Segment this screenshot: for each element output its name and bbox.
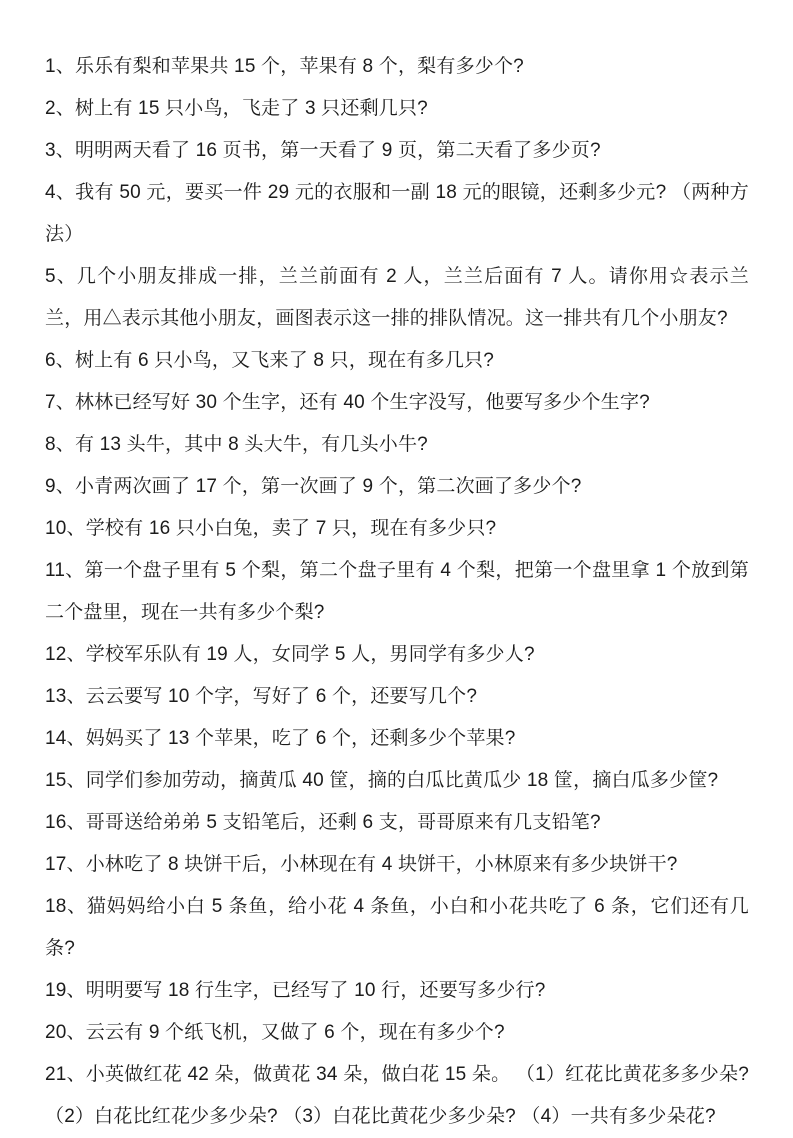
problem-2: 2、树上有 15 只小鸟，飞走了 3 只还剩几只?: [45, 98, 428, 119]
problem-15: 15、同学们参加劳动，摘黄瓜 40 筐，摘的白瓜比黄瓜少 18 筐，摘白瓜多少筐?: [45, 770, 719, 791]
problem-6: 6、树上有 6 只小鸟，又飞来了 8 只，现在有多几只?: [45, 350, 494, 371]
problem-7: 7、林林已经写好 30 个生字，还有 40 个生字没写，他要写多少个生字?: [45, 392, 650, 413]
problem-10: 10、学校有 16 只小白兔，卖了 7 只，现在有多少只?: [45, 518, 497, 539]
problem-1: 1、乐乐有梨和苹果共 15 个，苹果有 8 个，梨有多少个?: [45, 56, 524, 77]
problem-21: 21、小英做红花 42 朵，做黄花 34 朵，做白花 15 朵。 （1）红花比黄花多多少朵? （2）白花比红花少多少朵? （3）白花比黄花少多少朵? （4）一共有多少朵花?: [45, 1064, 749, 1127]
problem-4: 4、我有 50 元，要买一件 29 元的衣服和一副 18 元的眼镜，还剩多少元? （两种方法）: [45, 182, 749, 245]
problem-3: 3、明明两天看了 16 页书，第一天看了 9 页，第二天看了多少页?: [45, 140, 601, 161]
problem-11: 11、第一个盘子里有 5 个梨，第二个盘子里有 4 个梨，把第一个盘里拿 1 个放到第二个盘里，现在一共有多少个梨?: [45, 560, 749, 623]
problem-19: 19、明明要写 18 行生字，已经写了 10 行，还要写多少行?: [45, 980, 546, 1001]
problem-16: 16、哥哥送给弟弟 5 支铅笔后，还剩 6 支，哥哥原来有几支铅笔?: [45, 812, 601, 833]
problem-12: 12、学校军乐队有 19 人，女同学 5 人，男同学有多少人?: [45, 644, 535, 665]
problem-14: 14、妈妈买了 13 个苹果，吃了 6 个，还剩多少个苹果?: [45, 728, 516, 749]
problem-9: 9、小青两次画了 17 个，第一次画了 9 个，第二次画了多少个?: [45, 476, 582, 497]
problem-8: 8、有 13 头牛，其中 8 头大牛，有几头小牛?: [45, 434, 428, 455]
problem-18: 18、猫妈妈给小白 5 条鱼，给小花 4 条鱼，小白和小花共吃了 6 条，它们还有几条?: [45, 896, 749, 959]
problem-13: 13、云云要写 10 个字，写好了 6 个，还要写几个?: [45, 686, 478, 707]
problem-5: 5、几个小朋友排成一排，兰兰前面有 2 人，兰兰后面有 7 人。请你用☆表示兰兰，用△表示其他小朋友，画图表示这一排的排队情况。这一排共有几个小朋友?: [45, 266, 749, 329]
problem-17: 17、小林吃了 8 块饼干后，小林现在有 4 块饼干，小林原来有多少块饼干?: [45, 854, 678, 875]
problem-20: 20、云云有 9 个纸飞机，又做了 6 个，现在有多少个?: [45, 1022, 505, 1043]
